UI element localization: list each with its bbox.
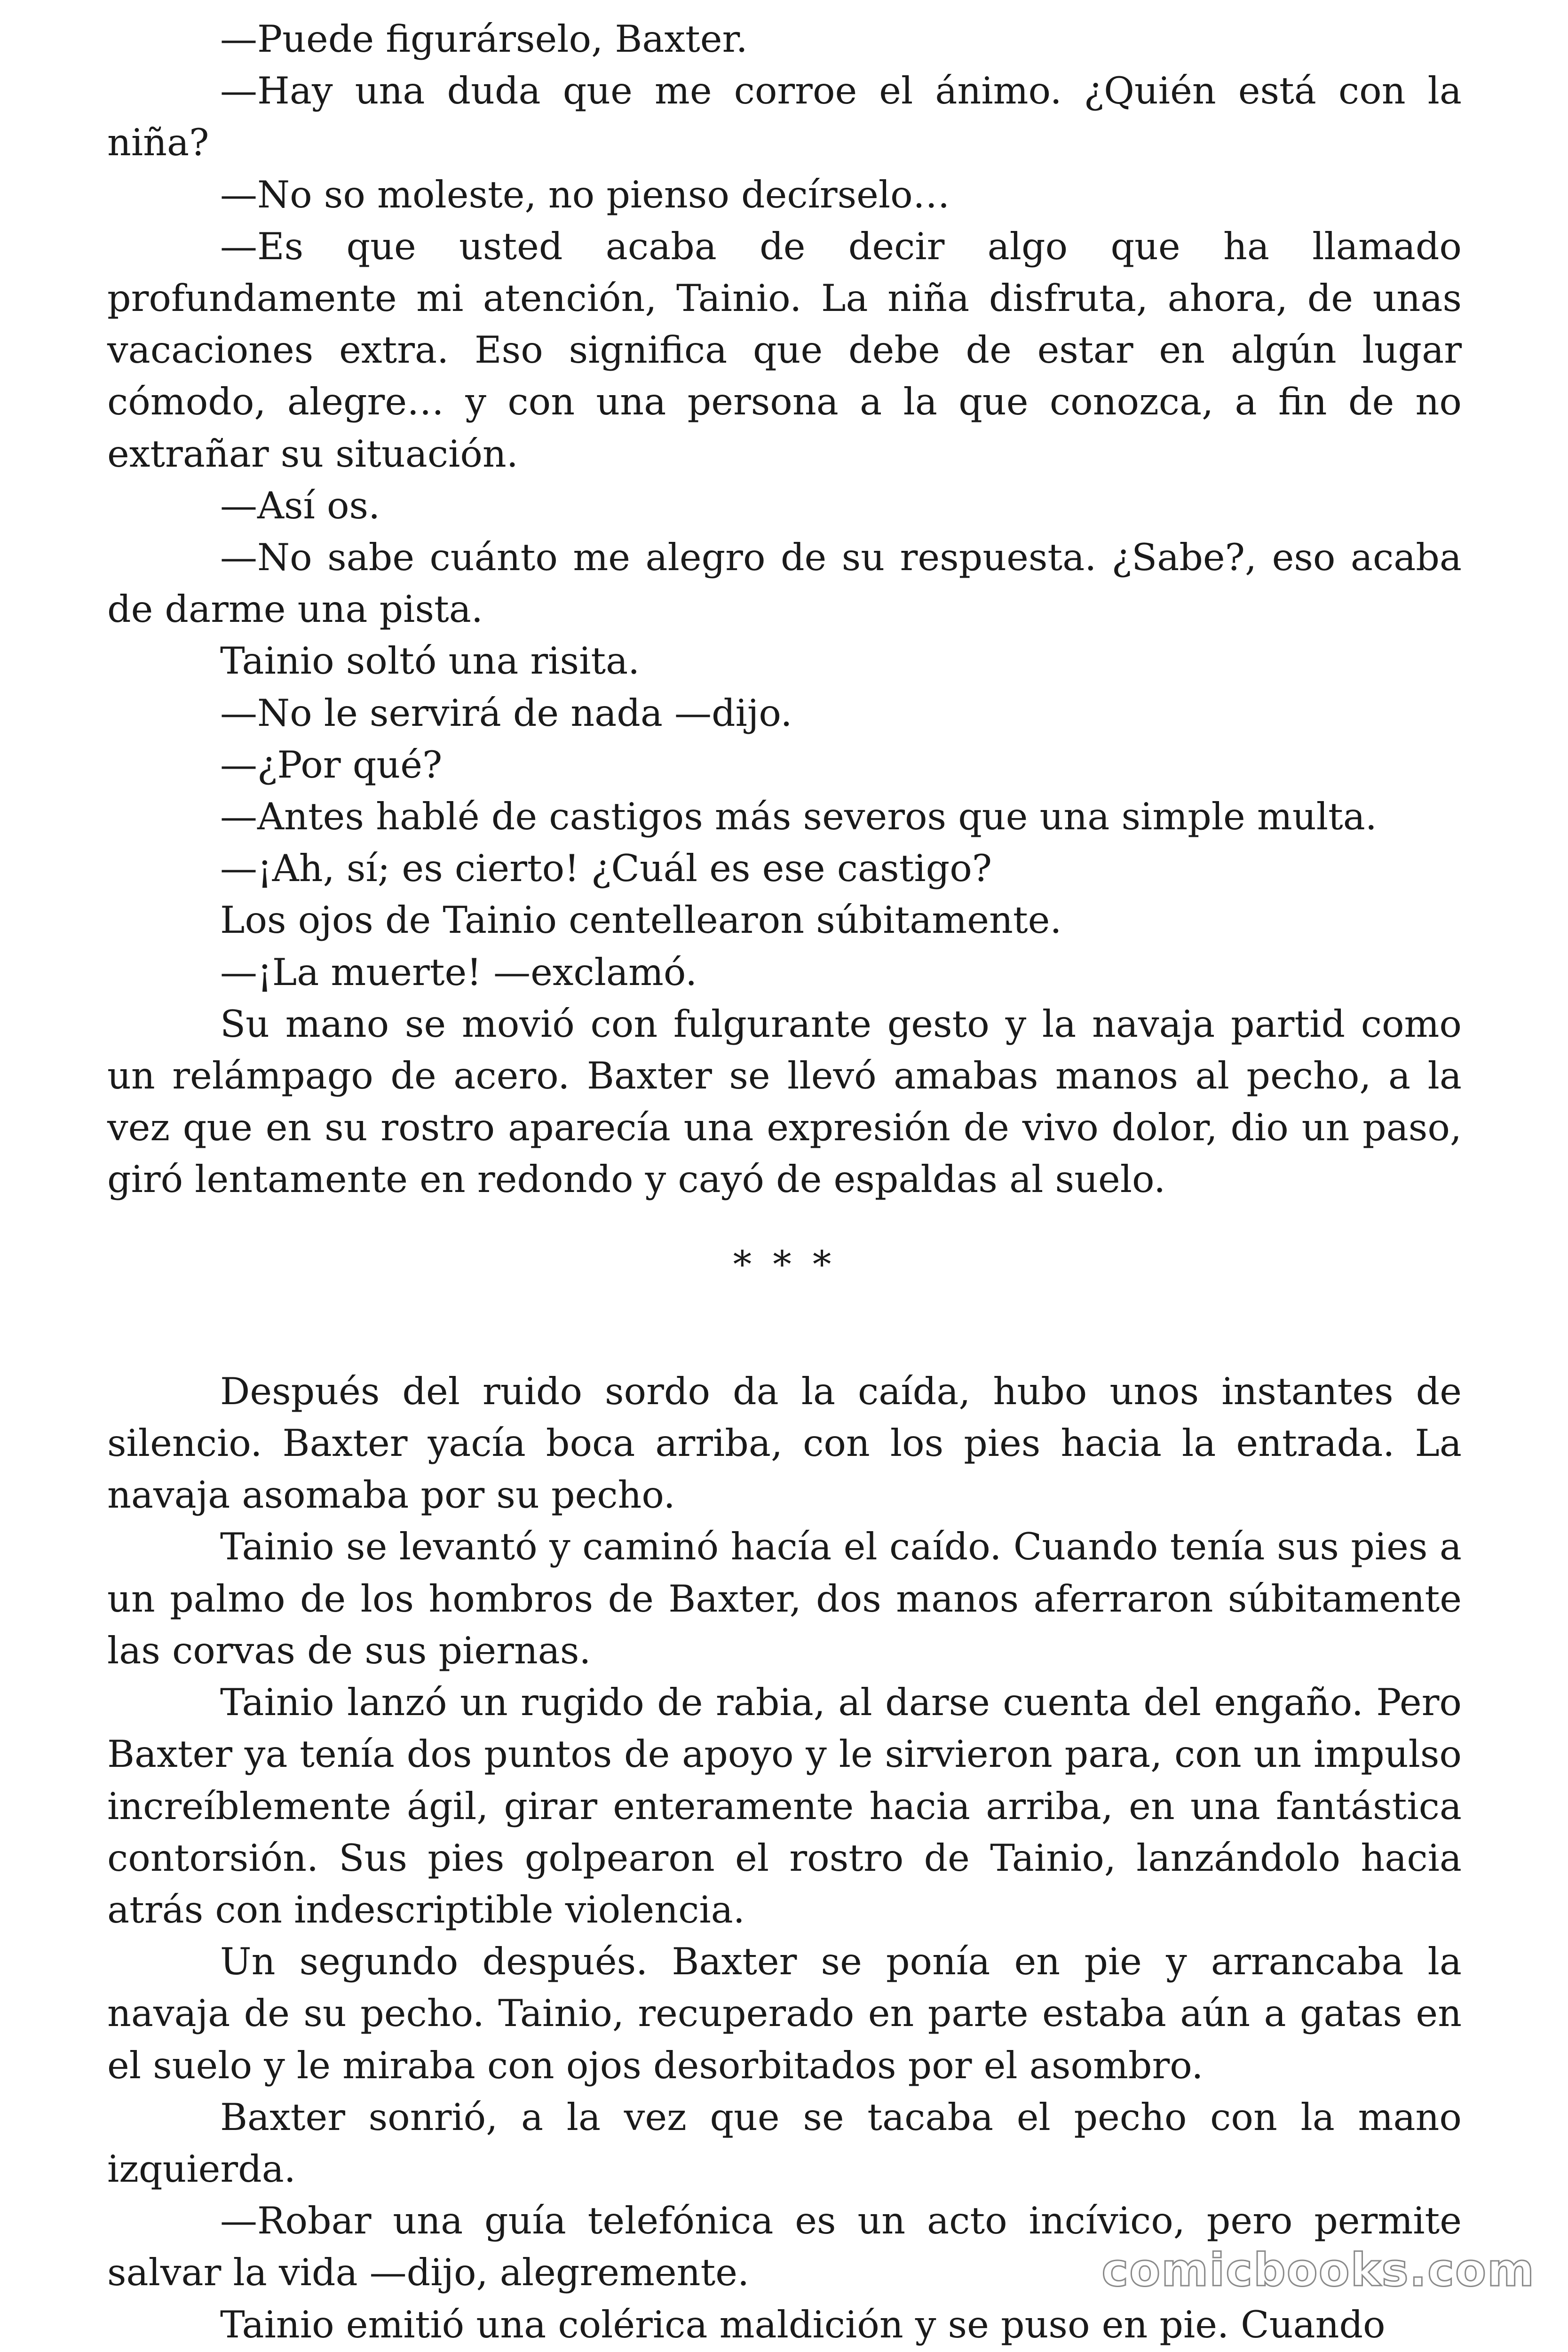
paragraph: —¡Ah, sí; es cierto! ¿Cuál es ese castigo? [220,847,992,890]
paragraph: Tainio soltó una risita. [220,639,640,683]
paragraph: Tainio emitió una colérica maldición y se puso en pie. Cuando [220,2303,1386,2346]
paragraph: —¿Por qué? [220,743,443,787]
paragraph: —Así os. [220,484,380,527]
paragraph: —Antes hablé de castigos más severos que una simple multa. [220,795,1377,839]
paragraph: Un segundo después. Baxter se ponía en pie y arrancaba la navaja de su pecho. Tainio, recuperado en parte estaba aún a gatas en el suelo y le miraba con ojos desorbitados por el asombro. [107,1940,1462,2087]
watermark: comicbooks.com [1101,2244,1535,2296]
book-page [107,13,1462,2351]
paragraph: —¡La muerte! —exclamó. [220,950,697,994]
paragraph: —No so moleste, no pienso decírselo… [220,173,950,216]
paragraph: Su mano se movió con fulgurante gesto y la navaja partid como un relámpago de acero. Baxter se llevó amabas manos al pecho, a la vez que en su rostro aparecía una expresión de vivo dolor, dio un paso, giró lentamente en redondo y cayó de espaldas al suelo. [107,1002,1462,1201]
paragraph: Tainio lanzó un rugido de rabia, al darse cuenta del engaño. Pero Baxter ya tenía dos puntos de apoyo y le sirvieron para, con un impulso increíblemente ágil, girar enteramente hacia arriba, en una fantástica contorsión. Sus pies golpearon el rostro de Tainio, lanzándolo hacia atrás con indescriptible violencia. [107,1681,1462,1931]
paragraph: —Puede figurárselo, Baxter. [220,17,748,61]
paragraph: Tainio se levantó y caminó hacía el caído. Cuando tenía sus pies a un palmo de los hombros de Baxter, dos manos aferraron súbitamente las corvas de sus piernas. [107,1525,1462,1672]
paragraph: —Es que usted acaba de decir algo que ha llamado profundamente mi atención, Tainio. La niña disfruta, ahora, de unas vacaciones extra. Eso significa que debe de estar en algún lugar cómodo, alegre… y con una persona a la que conozca, a fin de no extrañar su situación. [107,224,1462,476]
paragraph: —Hay una duda que me corroe el ánimo. ¿Quién está con la niña? [107,69,1462,165]
paragraph: —No sabe cuánto me alegro de su respuesta. ¿Sabe?, eso acaba de darme una pista. [107,536,1462,631]
paragraph: —No le servirá de nada —dijo. [220,691,792,735]
section-separator: * * * [733,1242,836,1286]
paragraph: Baxter sonrió, a la vez que se tacaba el pecho con la mano izquierda. [107,2095,1462,2191]
paragraph: Después del ruido sordo da la caída, hubo unos instantes de silencio. Baxter yacía boca arriba, con los pies hacia la entrada. La navaja asomaba por su pecho. [107,1369,1462,1517]
paragraph: —Robar una guía telefónica es un acto incívico, pero permite salvar la vida —dijo, alegremente. [107,2199,1462,2295]
paragraph: Los ojos de Tainio centellearon súbitamente. [220,898,1062,942]
